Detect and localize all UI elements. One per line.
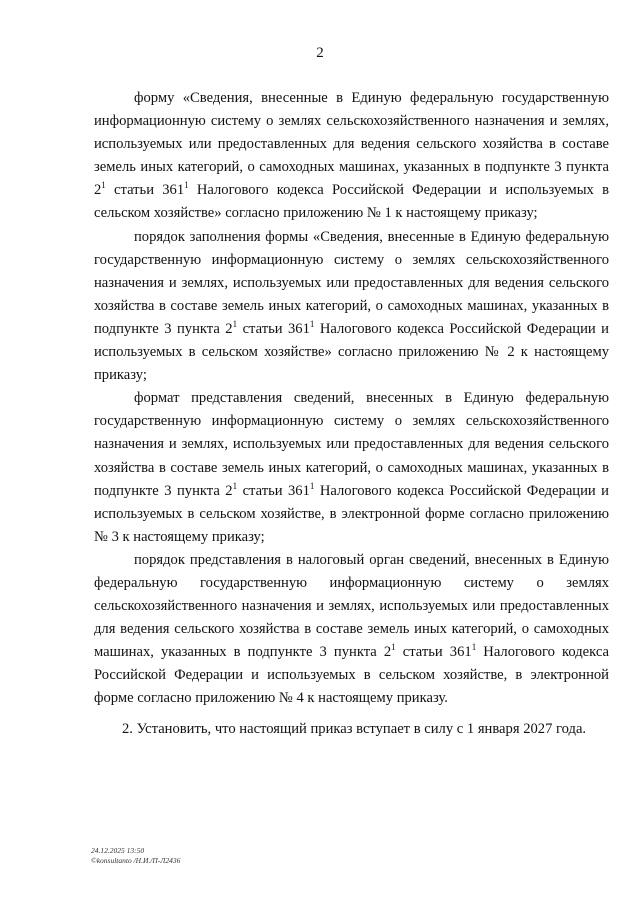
- page-number: 2: [316, 45, 324, 61]
- document-body: [94, 87, 609, 741]
- stamp-datetime: 24.12.2025 13:50: [91, 846, 145, 855]
- paragraph-form: форму «Сведения, внесенные в Единую федеральную государственную информационную систему о землях сельскохозяйственного назначения и землях, используемых или предоставленных для ведения сельского хозяйства в составе земель иных категорий, о самоходных машинах, указанных в подпункте 3 пункта $2^1$ статьи $361^1$ Налогового кодекса Российской Федерации и используемых в сельском хозяйстве» согласно приложению № 1 к настоящему приказу;: [94, 90, 609, 222]
- paragraph-effective-date: 2. Установить, что настоящий приказ вступает в силу с 1 января 2027 года.: [122, 720, 587, 737]
- print-stamp: [91, 846, 180, 866]
- paragraph-submission-order: порядок представления в налоговый орган сведений, внесенных в Единую федеральную государственную информационную систему о землях сельскохозяйственного назначения и землях, используемых или предоставленных для ведения сельского хозяйства в составе земель иных категорий, о самоходных машинах, указанных в подпункте 3 пункта $2^1$ статьи $361^1$ Налогового кодекса Российской Федерации и используемых в сельском хозяйстве, в электронной форме согласно приложению № 4 к настоящему приказу.: [94, 551, 609, 707]
- paragraph-format: формат представления сведений, внесенных в Единую федеральную государственную информационную систему о землях сельскохозяйственного назначения и землях, используемых или предоставленных для ведения сельского хозяйства в составе земель иных категорий, о самоходных машинах, указанных в подпункте 3 пункта $2^1$ статьи $361^1$ Налогового кодекса Российской Федерации и используемых в сельском хозяйстве, в электронной форме согласно приложению № 3 к настоящему приказу;: [94, 390, 609, 545]
- paragraph-fill-order: порядок заполнения формы «Сведения, внесенные в Единую федеральную государственную информационную систему о землях сельскохозяйственного назначения и землях, используемых или предоставленных для ведения сельского хозяйства в составе земель иных категорий, о самоходных машинах, указанных в подпункте 3 пункта $2^1$ статьи $361^1$ Налогового кодекса Российской Федерации и используемых в сельском хозяйстве» согласно приложению № 2 к настоящему приказу;: [94, 228, 609, 384]
- stamp-code: ©konsultanto /Н.И./П-Л2436: [91, 856, 181, 865]
